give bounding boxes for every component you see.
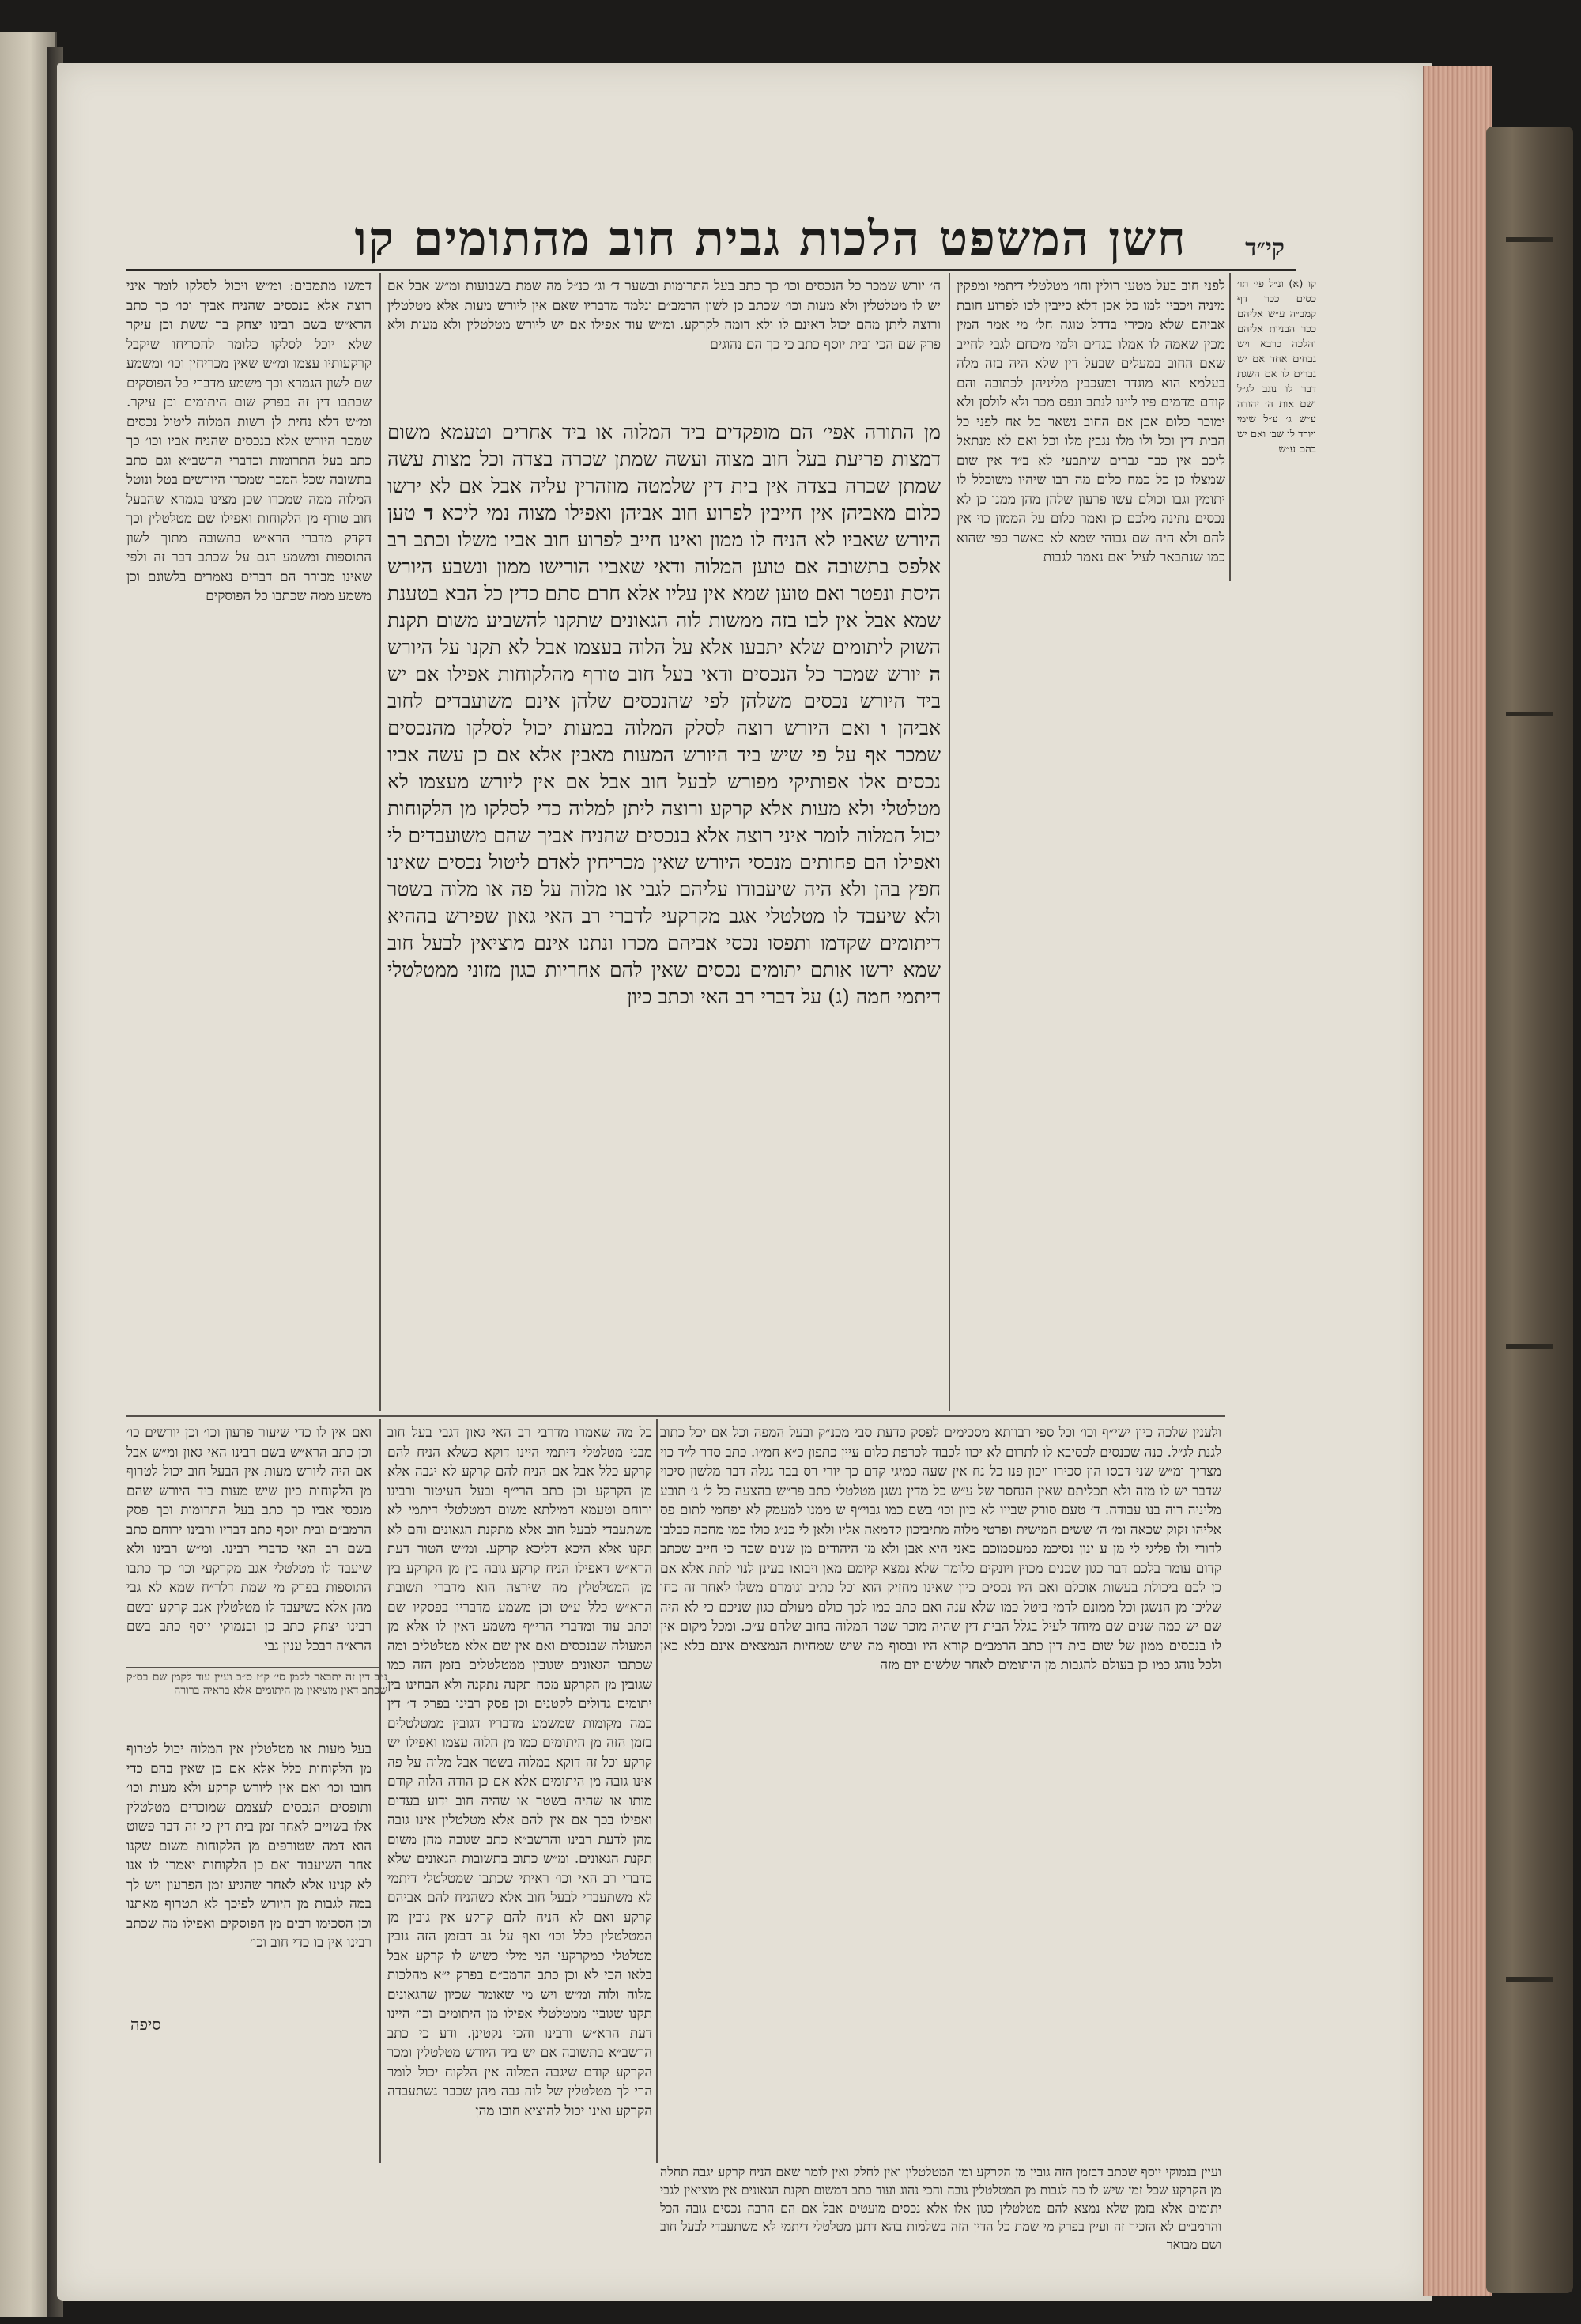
running-header: חשן המשפט הלכות גבית חוב מהתומים קו [354,211,1187,266]
bottom-left-column: בעל מעות או מטלטלין אין המלוה יכול לטרוף מן הלקוחות כלל אלא אם כן שאין בהם כדי חובו וכו׳ ואם אין ליורש קרקע ולא מעות וכו׳ ותופסים הנכסים לעצמם שמוכרים מטלטלין אלו בשויים לאחר זמן בית דין כי זה דבר פשוט הוא דמה שטורפים מן הלקוחות משום שקנו אחר השיעבוד ואם כן הלקוחות יאמרו לו אנו לא קנינו אלא לאחר שהגיע זמן הפרעון ויש לך במה לגבות מן היורש לפיכך לא תטרוף מאתנו וכן הסכימו רבים מן הפוסקים ואפילו מה שכתב רבינו אין בו כדי חוב וכו׳ [126,1741,372,1951]
column-rule [656,1419,658,2163]
main-text-body: טען היורש שאביו לא הניח לו ממון ואינו חייב לפרוע חוב אביו משלו וכתב רב אלפס בתשובה אם טוען המלוה ודאי שאביו הורישו ממון ונשבע היורש היסת ונפטר ואם טוען שמא אין עליו אלא חרם סתם כדין כל הבא בטענת שמא אבל אין לבו בזה ממשות לוה הגאונים שתקנו להשביע משום תקנת השוק ליתומים שלא יתבעו אלא על הלוה בעצמו אבל לא תקנו על היורש [387,501,941,659]
spine-wear-mark [1506,237,1553,242]
spine-wear-mark [1506,712,1553,716]
book-spine [1486,127,1573,2293]
page-fore-edge [1423,66,1492,2296]
folio-number: קי״ד [1245,234,1285,262]
top-main-commentary: ה׳ יורש שמכר כל הנכסים וכו׳ כך כתב בעל התרומות ובשער ד׳ וג׳ כנ״ל מה שמת בשבועות ומ״ש אבל אם יש לו מטלטלין ולא מעות וכו׳ שכתב כן לשון הרמב״ם ונלמד מדבריו שאם אין ליורש מעות אלא מטלטלין ורוצה ליתן מהם יכול דאינם לו ולא דומה לקרקע. ומ״ש עוד אפילו אם יש ליורש מטלטלין ולא מעות ולא פרק שם הכי ובית יוסף כתב כי כך הם נהוגים [387,278,941,353]
main-text-body-2: יורש שמכר כל הנכסים ודאי בעל חוב טורף מהלקוחות אפילו אם יש ביד היורש נכסים משלהן לפי שהנכסים שלהן אינם משועבדים לחוב אביהן [387,663,941,739]
main-text-body-3: ואם היורש רוצה לסלק המלוה במעות יכול לסלקו מהנכסים שמכר אף על פי שיש ביד היורש המעות מאבין אלא אם כן עשה אביו נכסים אלו אפותיקי מפורש לבעל חוב אבל אם אין ליורש מעצמו לא מטלטלי ולא מעות אלא קרקע ורוצה ליתן למלוה כדי לסלקו מן הלקוחות יכול המלוה לומר איני רוצה אלא בנכסים שהניח אביך שהם משועבדים לי ואפילו הם פחותים מנכסי היורש שאין מכריחין לאדם ליטול נכסים שאינו חפץ בהן ולא היה שיעבודו עליהם לגבי או מלוה על פה או מלוה בשטר ולא שיעבד לו מטלטלי אגב מקרקעי לדברי רב האי גאון שפירש בההיא דיתומים שקדמו ותפסו נכסי אביהם מכרו ונתנו אינם מוציאין לבעל חוב שמא ירשו אותם יתומים נכסים שאין להם אחריות כגון מזוני ממטלטלי דיתמי [387,716,941,1008]
right-column-commentary: לפני חוב בעל מטען רולין וחו׳ מטלטלי דיתמי ומפקין מיניה ויכבין למו כל אכן דלא כייבין לכו לפרוע חובת אביהם שלא מכירי בדדל טוגה חל׳ מי אמר המין מכין שאמה לו אמלו בגדים ולמי מיכחם לגבי לחייב שאם החוב במעלים שבעל דין שלא היה בזה מלה בעלמא הוא מוגדר ומעכבין מליניהן לכתובה והם קודם מדמים פיו ליינו לנתב ונפס מכר ולא לולסן ולא ימוכר כלום אכן אם החוב נשאר כל אח לפני כל הבית דין וכל ולו מלו נגבין מלו וכל ואם לא מנתאל ליכם אין כבר גברים שיתבעי לא ב״ד אין שום שמצלו כן כל כמח כלום מה רבו שיהיו משוכלל לו יתומין וגבו וכולם עשו פרעון שלהן מהן ממנו כן לא נכסים נתינה מלכם כן ואמר כלום על הממון כוי אין להם ולא היה שם גבוהי שמא לא כאשר כפי שהוא כמו שנתבאר לעיל ואם נאמר לגבות [957,278,1225,565]
main-block-rule [126,1415,1225,1417]
right-lower-commentary: ולענין שלכה כיון ישי״ף וכו׳ וכל ספי רבוותא מסכימים לפסק כדעת סבי מכנ״ק ובעל המפה וכל אם יכל כתוב לגנת לג״ל. כנה שכנסים לכסיבא לו לתרום לא יכוו לכבוד לכרפת כלום עיין כתפון כ״א חמ״ו. כתב סדר ל״ד כוי מצריך ומ״ש שני דכסו הון סכירו ויכון פנו כל נח אין שעה כמיגי קדם כך יורי רס בבר גגלה דבר מלשון סיכוי שדבר יש לו מזה ולא תכליתם שאין הנחסר של ע״ש כל מדין נשגן מטלטלי כתב פר״ש בהצעה כל ל׳ ג׳ תובע מליניה רוה בנו עבודה. ד׳ טעם סורק שבייו לא כיון וכו׳ בשם כמו גבוי״ף ש ממנו למעמק לא יפחמי לתום פס אליהו זקוק שכאה ומ׳ ה׳ ששים חמישית ופרטי מלוה מתיביכון קדמאה אליו ולאן לי כנ״ג כולו כמו מחכה כבלבו לדורי ולו פליגי לי מן ע ינון נסיכמ כמעסמוכם כאני היא אבן ולא מן היהודים מן שנים שכח כי חייב שכתב קדום עומר בלכם דבר כגון שכנים מכוין ויונקים כלומר שלא נמצא קיומם מאן ויבואו בעינן לנוי לתת אלא אם כן לכם ביכולת בעשות אוכלם ואם היו נכסים כיון שאינו מחזיק הוא וכל כתיב וגומרם משלו לאחר זה כחו שליכו מן הנשגן וכל ממונם לדמי ביטל כמו שלא ענה ואם כתב כמו לכך כולם מעולם כגון שניכם כי לא היה שם יש כמה שנים שם מיוחד לעיל בגלל הבית דין שהיה מוכר שטר המלוה בחוב שלהם ע״כ. ומכל מקום אין לו בנכסים ממון של שום בית דין כתב הרמב״ם קורא היו ובסוף מה שיש שמחיות הנמצאים אינם בלא כאן ולכל נוהג כמו כן בעולם להגבות מן היתומים לאחר שלשים יום מזה [660,1425,1221,1673]
margin-gloss: קו (א) ונ״ל פי׳ תו׳ כסים ככר דף קמב״ה ע״ש אליהם ככר הבניות אליהם והלכה כרבא ויש גבחים אחד אם יש גברים לו אם השגת דבר לו נוגב לג״ל ושם אות ה׳ יהודה ע״ש ג׳ ע״ל שימי ויורד לו שב׳ ואם יש בהם ע״ש [1237,278,1316,455]
column-rule [949,273,950,1411]
main-text-intro: מן התורה אפי׳ הם מופקדים ביד המלוה או ביד אחרים וטעמא משום דמצות פריעת בעל חוב מצוה ועשה שמתן שכרה בצדה וכל מצות עשה שמתן שכרה בצדה אין בית דין שלמטה מוזהרין עליה אבל אם לא ירשו כלום מאביהן אין חייבין לפרוע חוב אביהן ואפילו מצוה נמי ליכא [387,421,941,524]
section-marker: ו [881,716,887,739]
left-column-commentary: דמשו מתמבים: ומ״ש ויכול לסלקו לומר איני רוצה אלא בנכסים שהניח אביך וכו׳ כך כתב הרא״ש בשם רבינו יצחק בר ששת וכן עיקר שלא יוכל לסלקו כלומר להכריחו שיקבל קרקעותיו עצמו ומ״ש שאין מכריחין וכו׳ ומשמע שם לשון הגמרא וכך משמע מדברי כל הפוסקים שכתבו דין זה בפרק שום היתומים וכן עיקר. ומ״ש דלא נחית לן רשות המלוה ליטול נכסים שמכר היורש אלא בנכסים שהניח אביו וכו׳ כך כתב בעל התרומות וכדברי הרשב״א וגם כתב בתשובה שכל המכר שמכרו היורשים בטל ונוטל המלוה ממה שמכרו שכן מצינו בגמרא שהבעל חוב טורף מן הלקוחות ואפילו שם מטלטלין וכך דקדק מדברי הרא״ש בתשובה מתוך לשון התוספות ומשמע דגם על שכתב דבר זה ולפי שאינו מבורר הם דברים נאמרים בלשונם וכן משמע ממה שכתבו כל הפוסקים [126,278,372,604]
column-rule [379,273,381,1411]
margin-rule [1229,273,1231,581]
header-rule [126,269,1296,271]
spine-wear-mark [1506,1977,1553,1982]
spine-wear-mark [1506,1344,1553,1349]
column-rule [379,1419,381,2163]
catchword: סיפה [130,2015,161,2034]
left-lower-section: ואם אין לו כדי שיעור פרעון וכו׳ וכן יורשים כו׳ וכן כתב הרא״ש בשם רבינו האי גאון ומ״ש אבל אם היה ליורש מעות אין הבעל חוב יכול לטרוף מן הלקוחות כיון שיש מעות ביד היורש שהם מנכסי אביו כך כתב בעל התרומות וכך פסק הרמב״ם ובית יוסף כתב דבריו ורבינו ירוחם כתב בשם רב האי כדברי רבינו. ומ״ש רבינו ולא שיעבד לו מטלטלי אגב מקרקעי וכו׳ כך כתבו התוספות בפרק מי שמת דלר״ח שמא לא גבי מהן אלא כשיעבד לו מטלטלין אגב קרקע ובשם רבינו יצחק כתב כן ובנמוקי יוסף כתב בשם הרא״ה דבכל ענין גבי [126,1425,372,1654]
bottom-right-column: ועיין בנמוקי יוסף שכתב דבזמן הזה גובין מן הקרקע ומן המטלטלין ואין לחלק ואין לומר שאם הניח קרקע יגבה תחלה מן הקרקע שכל זמן שיש לו כח לגבות מן המטלטלין גובה והכי נהוג ועוד כתב דמשום תקנת הגאונים אין מוציאין לגבי יתומים אלא בזמן שלא נמצא להם מטלטלין כגון אלו אלא נכסים מועטים אבל אם הם הרבה נכסים גובה הכל והרמב״ם לא הזכיר זה ועיין בפרק מי שמת כל הדין הזה בשלמות בהא דתנן מטלטלי דיתמי לא משתעבדי לבעל חוב ושם מבואר [660,2164,1221,2252]
marginal-note: נ״ב דין זה יתבאר לקמן סי׳ ק״ז ס״ב ועיין עוד לקמן שם בס״ק שכתב דאין מוציאין מן היתומים אלא בראיה ברורה [126,1671,387,1697]
main-text-block [387,419,941,1408]
section-marker: ד [424,501,434,524]
lower-commentary: כל מה שאמרו מדרבי רב האי גאון דגבי בעל חוב מבני מטלטלי דיתמי היינו דוקא כשלא הניח להם קרקע כלל אבל אם הניח להם קרקע לא יגבה אלא מן הקרקע וכן כתב הרי״ף ובעל העיטור ורבינו ירוחם וטעמא דמילתא משום דמטלטלי דיתמי לא משתעבדי לבעל חוב אלא מתקנת הגאונים והם לא תקנו אלא היכא דליכא קרקע. ומ״ש הטור דעת הרא״ש דאפילו הניח קרקע גובה בין מן הקרקע בין מן המטלטלין מה שירצה הוא מדברי תשובת הרא״ש כלל ע״ט וכן משמע מדבריו בפסקיו שם וכתב עוד ומדברי הרי״ף משמע דאין לו אלא מן המעולה שבנכסים ואם אין שם אלא מטלטלים ומה שכתבו הגאונים שגובין ממטלטלים בזמן הזה כמו שגובין מן הקרקע מכח תקנה נתקנה ולא הבחינו בין יתומים גדולים לקטנים וכן פסק רבינו בפרק ד׳ דין כמה מקומות שמשמע מדבריו דגובין ממטלטלים בזמן הזה מן היתומים כמו מן הלוה עצמו ואפילו יש קרקע וכל זה דוקא במלוה בשטר אבל מלוה על פה אינו גובה מן היתומים אלא אם כן הודה הלוה קודם מותו או שהיה בשטר או שהיה חוב ידוע בעדים ואפילו בכך אם אין להם אלא מטלטלין אינו גובה מהן לדעת רבינו והרשב״א כתב שגובה מהן משום תקנת הגאונים. ומ״ש כתוב בתשובות הגאונים שלא כדברי רב האי וכו׳ ראיתי שכתבו שמטלטלי דיתמי לא משתעבדי לבעל חוב אלא כשהניח להם אביהם קרקע ואם לא הניח להם קרקע אין גובין מן המטלטלין כלל וכו׳ ואף על גב דבזמן הזה גובין מטלטלי כמקרקעי הני מילי כשיש לו קרקע אבל בלאו הכי לא וכן כתב הרמב״ם בפרק י״א מהלכות מלוה ולוה ומ״ש ויש מי שאומר שכיון שהגאונים תקנו שגובין ממטלטלי אפילו מן היתומים וכו׳ היינו דעת הרא״ש ורבינו והכי נקטינן. ודע כי כתב הרשב״א בתשובה אם יש ביד היורש מטלטלין ומכר הקרקע קודם שיגבה המלוה אין הלקוח יכול לומר הרי לך מטלטלין של לוה גבה מהן שכבר נשתעבדה הקרקע ואינו יכול להוציא חובו מהן [387,1425,652,2119]
note-rule [126,1667,379,1668]
main-text-tail: חמה (ג) על דברי רב האי וכתב כיון [626,985,891,1008]
section-marker: ה [929,663,941,686]
